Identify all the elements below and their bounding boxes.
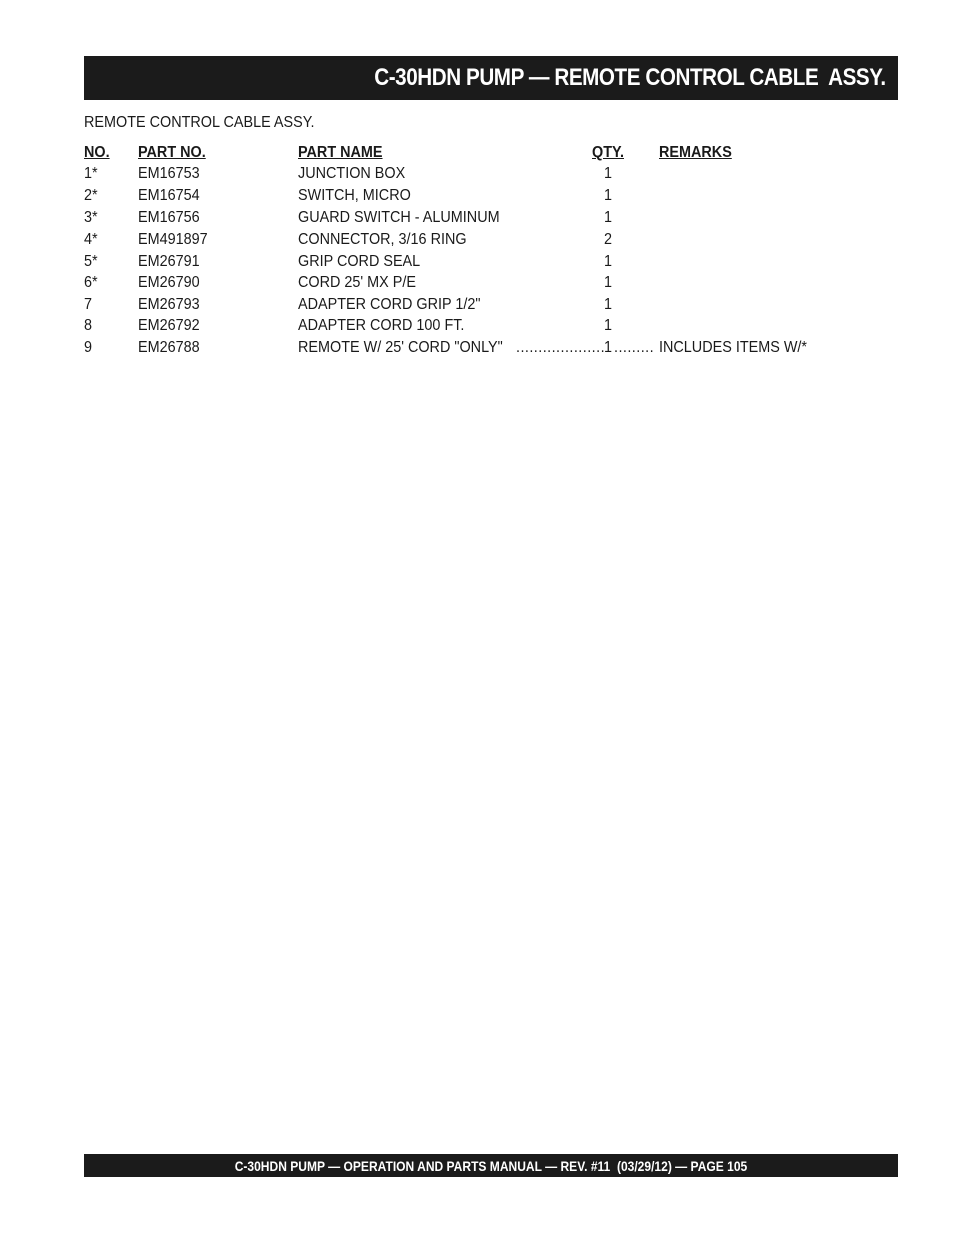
row-qty: 1: [604, 317, 613, 334]
row-no: 6*: [84, 274, 98, 291]
row-part-name: CONNECTOR, 3/16 RING: [298, 231, 467, 248]
row-qty: 1: [604, 187, 613, 204]
row-no: 7: [84, 296, 93, 313]
section-title: REMOTE CONTROL CABLE ASSY.: [84, 114, 315, 131]
row-qty: 2: [604, 231, 613, 248]
column-header-remarks: REMARKS: [659, 144, 732, 161]
row-part-name: GRIP CORD SEAL: [298, 253, 421, 270]
page-header-bar: [84, 56, 898, 100]
column-header-part-no: PART NO.: [138, 144, 206, 161]
row-part-name: CORD 25' MX P/E: [298, 274, 416, 291]
row-no: 5*: [84, 253, 98, 270]
row-part-no: EM26790: [138, 274, 200, 291]
row-part-no: EM491897: [138, 231, 208, 248]
row-no: 9: [84, 339, 93, 356]
row-no: 2*: [84, 187, 98, 204]
row-qty: 1: [604, 209, 613, 226]
row-part-name: SWITCH, MICRO: [298, 187, 411, 204]
column-header-part-name: PART NAME: [298, 144, 383, 161]
row-part-no: EM26788: [138, 339, 200, 356]
row-part-no: EM26792: [138, 317, 200, 334]
column-header-qty: QTY.: [592, 144, 625, 161]
row-part-name: JUNCTION BOX: [298, 165, 406, 182]
dot-leader: .........: [614, 339, 655, 356]
row-part-name: REMOTE W/ 25' CORD "ONLY": [298, 339, 503, 356]
row-part-no: EM26793: [138, 296, 200, 313]
row-no: 1*: [84, 165, 98, 182]
row-part-no: EM16753: [138, 165, 200, 182]
row-no: 8: [84, 317, 93, 334]
row-remarks: INCLUDES ITEMS W/*: [659, 339, 808, 356]
page-title: C-30HDN PUMP — REMOTE CONTROL CABLE ASSY.: [374, 64, 886, 91]
row-part-no: EM26791: [138, 253, 200, 270]
row-part-name: ADAPTER CORD GRIP 1/2": [298, 296, 481, 313]
row-no: 4*: [84, 231, 98, 248]
row-qty: 1: [604, 274, 613, 291]
row-qty: 1: [604, 165, 613, 182]
row-qty: 1: [604, 296, 613, 313]
row-part-name: ADAPTER CORD 100 FT.: [298, 317, 465, 334]
row-part-name: GUARD SWITCH - ALUMINUM: [298, 209, 500, 226]
row-qty: 1: [604, 339, 613, 356]
page-footer-bar: [84, 1154, 898, 1177]
dot-leader: ....................: [516, 339, 606, 356]
column-header-no: NO.: [84, 144, 110, 161]
row-no: 3*: [84, 209, 98, 226]
row-qty: 1: [604, 253, 613, 270]
footer-text: C-30HDN PUMP — OPERATION AND PARTS MANUAL — REV. #11 (03/29/12) — PAGE 105: [234, 1157, 748, 1174]
row-part-no: EM16756: [138, 209, 200, 226]
row-part-no: EM16754: [138, 187, 200, 204]
